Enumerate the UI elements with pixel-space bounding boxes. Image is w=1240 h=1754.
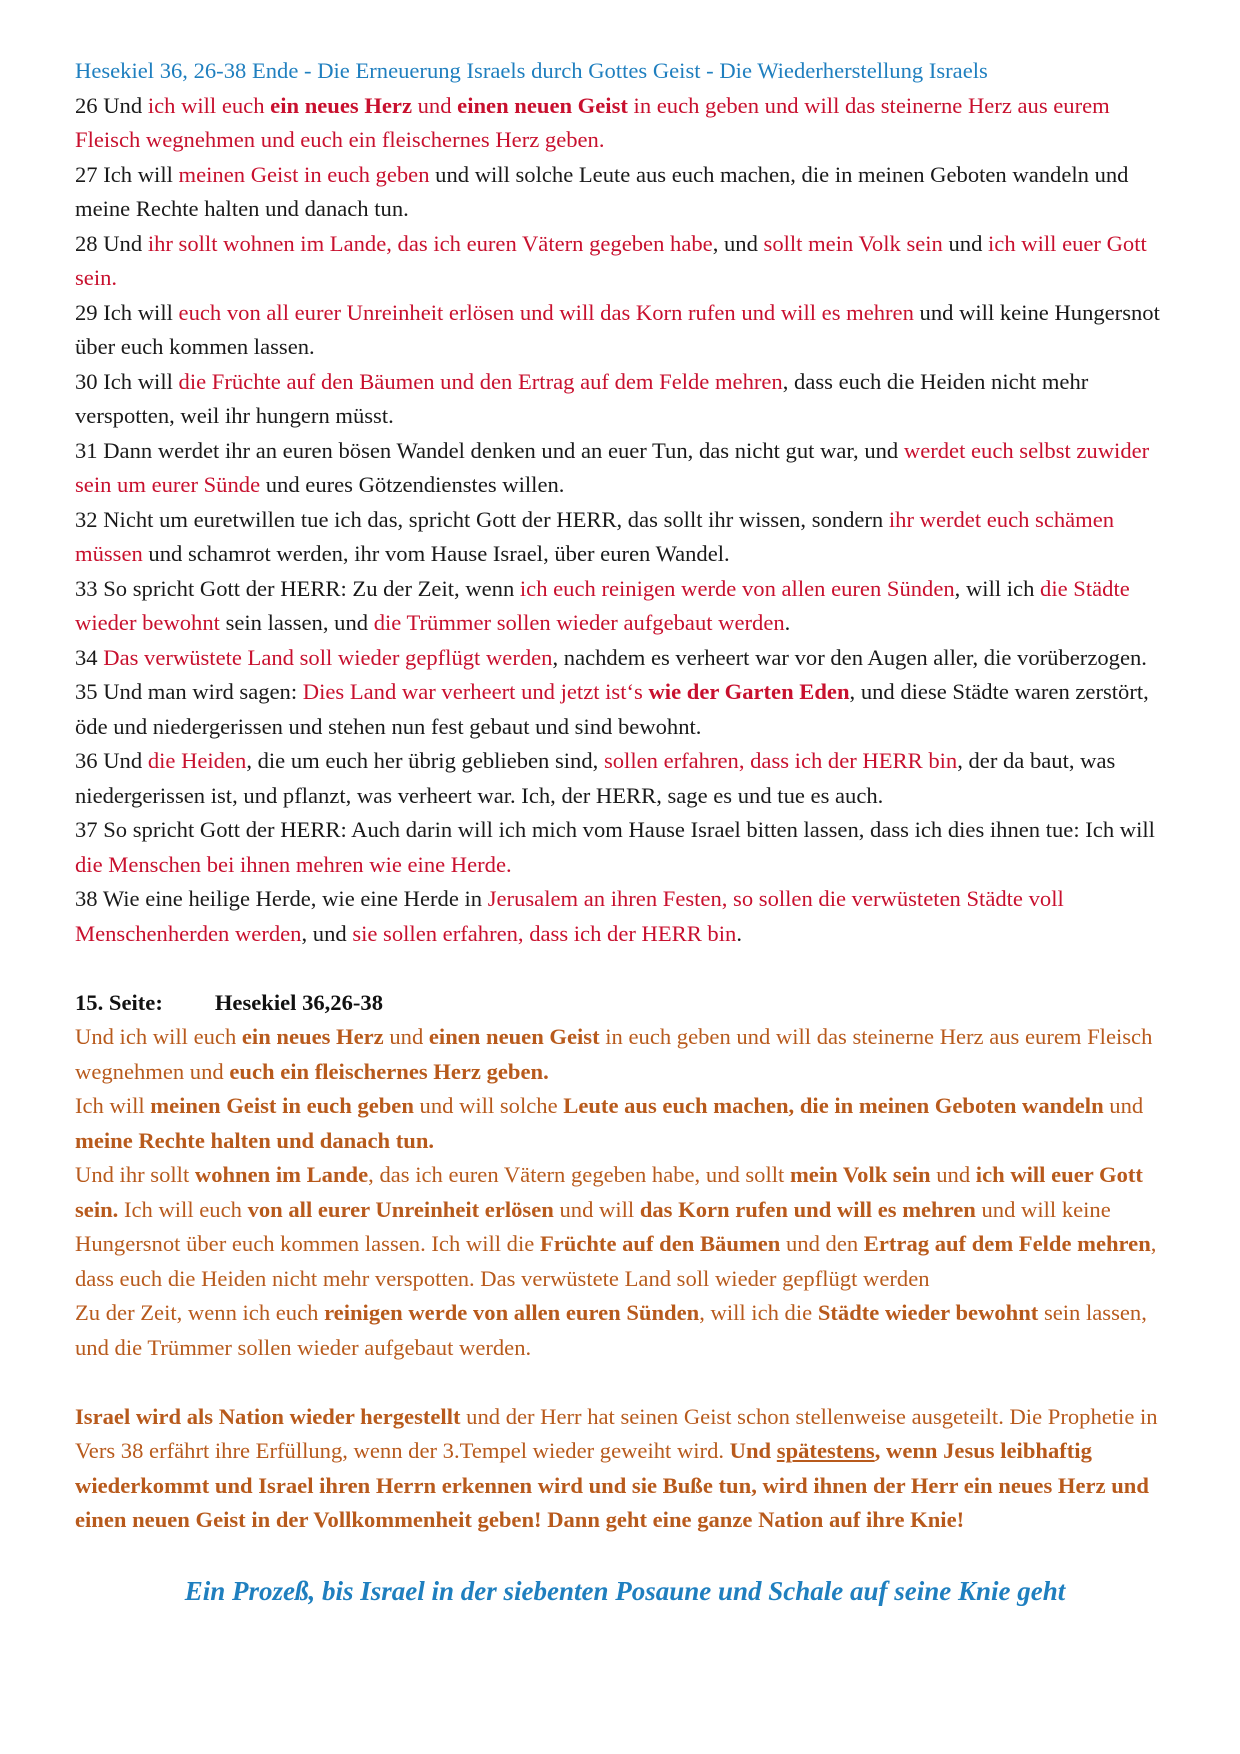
text-segment: 31 Dann werdet ihr an euren bösen Wandel denken und an euer Tun, das nicht gut war, und (75, 437, 904, 463)
text-segment: Dies Land war verheert und jetzt ist‘s (302, 679, 649, 704)
verse-list (75, 89, 1175, 952)
text-segment: Zu der Zeit, wenn ich euch (75, 1300, 325, 1325)
text-segment: , wenn Jesus leibhaftig wiederkommt und Israel ihren Herrn erkennen wird und sie Buße tun, wird ihnen der Herr ein neues Herz und einen neuen Geist in der Vollkommenheit geben! Dann geht eine ganze Nation auf ihre Knie! (75, 1438, 1149, 1532)
text-segment: das Korn rufen und will es mehren (639, 1196, 976, 1222)
text-segment: Ich will euch (118, 1196, 248, 1222)
text-segment: ein neues Herz (270, 92, 412, 118)
text-segment: meinen Geist in euch geben (150, 1093, 414, 1118)
text-segment: 27 Ich will (75, 161, 179, 187)
text-segment: meinen Geist in euch geben (178, 161, 430, 187)
text-segment: 34 (75, 644, 104, 670)
text-segment: und schamrot werden, ihr vom Hause Israel, über euren Wandel. (142, 541, 730, 566)
text-segment: 29 Ich will (75, 299, 179, 325)
verse-paragraph (75, 572, 1175, 641)
text-segment: Früchte auf den Bäumen (539, 1231, 781, 1256)
verse-paragraph (75, 675, 1175, 744)
text-segment: , will ich die (699, 1300, 818, 1325)
text-segment: und will solche Leute aus euch machen, die in meinen Geboten wandeln und meine Rechte halten und danach tun. (75, 161, 1129, 221)
text-segment: 28 Und (75, 230, 148, 256)
text-segment: 37 So spricht Gott der HERR: Auch darin will ich mich vom Hause Israel bitten lassen, dass ich dies ihnen tue: Ich will (75, 817, 1155, 842)
text-segment: euch von all eurer Unreinheit erlösen und will das Korn rufen und will es mehren (178, 299, 914, 325)
text-segment: 33 So spricht Gott der HERR: Zu der Zeit, wenn (75, 575, 520, 601)
text-segment: werdet euch selbst zuwider sein um eurer Sünde (75, 437, 1150, 497)
text-segment: ihr werdet euch schämen müssen (75, 506, 1115, 566)
verse-paragraph (75, 365, 1175, 434)
text-segment: sollen erfahren, dass ich der HERR bin (603, 748, 958, 773)
text-segment: in euch geben und will das steinerne Herz aus eurem Fleisch wegnehmen und euch ein fleischernes Herz geben. (75, 92, 1110, 152)
text-segment: , und diese Städte waren zerstört, öde und niedergerissen und stehen nun fest gebaut und sind bewohnt. (75, 679, 1149, 739)
text-segment: , der da baut, was niedergerissen ist, und pflanzt, was verheert war. Ich, der HERR, sage es und tue es auch. (75, 748, 1116, 808)
text-segment: die Früchte auf den Bäumen und den Ertrag auf dem Felde mehren (178, 368, 783, 394)
text-segment: und den (780, 1231, 864, 1256)
text-segment: sein lassen, und (219, 610, 374, 635)
text-segment: Leute aus euch machen, die in meinen Geboten wandeln (563, 1093, 1104, 1118)
text-segment: die Menschen bei ihnen mehren wie eine Herde. (75, 851, 512, 877)
verse-paragraph (75, 434, 1175, 503)
text-segment: , dass euch die Heiden nicht mehr verspotten, weil ihr hungern müsst. (75, 368, 1089, 428)
text-segment: in euch geben und will das steinerne Herz aus eurem Fleisch wegnehmen und (75, 1024, 1153, 1084)
verse-paragraph (75, 503, 1175, 572)
summary-list (75, 1020, 1175, 1365)
text-segment: euch ein fleischernes Herz geben. (229, 1058, 549, 1084)
text-segment: , will ich (954, 575, 1041, 601)
summary-paragraph (75, 1296, 1175, 1365)
section-reference: Hesekiel 36,26-38 (214, 989, 384, 1015)
section-label: 15. Seite: (75, 989, 163, 1015)
verse-paragraph (75, 882, 1175, 951)
text-segment: meine Rechte halten und danach tun. (75, 1127, 435, 1153)
text-segment: wohnen im Lande (194, 1162, 369, 1187)
verse-paragraph (75, 89, 1175, 158)
text-segment: die Städte wieder bewohnt (75, 575, 1130, 635)
verse-paragraph (75, 641, 1175, 676)
text-segment: die Trümmer sollen wieder aufgebaut werden (373, 610, 785, 635)
text-segment: Städte wieder bewohnt (817, 1300, 1039, 1325)
text-segment: 38 Wie eine heilige Herde, wie eine Herde in (75, 886, 488, 911)
text-segment: Und ihr sollt (75, 1162, 195, 1187)
text-segment: sein lassen, und die Trümmer sollen wieder aufgebaut werden. (75, 1300, 1147, 1360)
text-segment: sie sollen erfahren, dass ich der HERR bin (352, 920, 737, 946)
text-segment: und (942, 230, 989, 256)
text-segment: sollt mein Volk sein (763, 230, 943, 256)
text-segment: ihr sollt wohnen im Lande, das ich euren Vätern gegeben habe (147, 230, 713, 256)
text-segment: mein Volk sein (789, 1162, 931, 1187)
conclusion (75, 1400, 1175, 1538)
verse-paragraph (75, 813, 1175, 882)
section-heading (75, 986, 1175, 1021)
summary-paragraph (75, 1158, 1175, 1296)
text-segment: ich will euer Gott sein. (75, 230, 1147, 290)
text-segment: Ertrag auf dem Felde mehren (863, 1231, 1151, 1256)
text-segment: ich will euer Gott sein. (75, 1162, 1143, 1222)
text-segment: die Heiden (147, 748, 247, 773)
text-segment: Und (729, 1438, 777, 1463)
text-segment: Ich will (75, 1093, 151, 1118)
text-segment: einen neuen Geist (428, 1024, 600, 1049)
conclusion-paragraph (75, 1400, 1175, 1538)
text-segment: reinigen werde von allen euren Sünden (324, 1300, 700, 1325)
spacer (75, 951, 1175, 986)
summary-paragraph (75, 1089, 1175, 1158)
text-segment: , und (301, 920, 353, 946)
text-segment: wie der Garten Eden (648, 679, 850, 704)
text-segment: 35 Und man wird sagen: (75, 679, 303, 704)
text-segment: , dass euch die Heiden nicht mehr verspotten. Das verwüstete Land soll wieder gepflügt werden (75, 1231, 1157, 1291)
text-segment: und eures Götzendienstes willen. (260, 472, 565, 497)
text-segment: , und (712, 230, 764, 256)
text-segment: und (1103, 1093, 1144, 1118)
text-segment: einen neuen Geist (457, 92, 628, 118)
text-segment: und will keine Hungersnot über euch kommen lassen. (75, 299, 1160, 359)
text-segment: und will keine Hungersnot über euch kommen lassen. Ich will die (75, 1196, 1111, 1256)
closing-statement: Ein Prozeß, bis Israel in der siebenten Posaune und Schale auf seine Knie geht (184, 1575, 1066, 1606)
text-segment: und will solche (413, 1093, 564, 1118)
text-segment: und (930, 1162, 976, 1187)
text-segment: und der Herr hat seinen Geist schon stellenweise ausgeteilt. Die Prophetie in Vers 38 erfährt ihre Erfüllung, wenn der 3.Tempel wieder geweiht wird. (75, 1403, 1158, 1463)
text-segment: Und ich will euch (75, 1024, 242, 1049)
text-segment: und will (553, 1196, 640, 1222)
text-segment: Das verwüstete Land soll wieder gepflügt werden (103, 644, 553, 670)
text-segment: spätestens (776, 1438, 875, 1463)
document-page (75, 54, 1175, 1608)
spacer (75, 1365, 1175, 1400)
summary-paragraph (75, 1020, 1175, 1089)
text-segment: . (784, 610, 791, 635)
text-segment: und (411, 92, 458, 118)
text-segment: 32 Nicht um euretwillen tue ich das, spricht Gott der HERR, das sollt ihr wissen, sondern (75, 506, 889, 532)
text-segment: 26 Und (75, 92, 148, 118)
text-segment: ich euch reinigen werde von allen euren Sünden (519, 575, 955, 601)
text-segment: 30 Ich will (75, 368, 179, 394)
text-segment: ein neues Herz (241, 1024, 384, 1049)
verse-paragraph (75, 296, 1175, 365)
document-title: Hesekiel 36, 26-38 Ende - Die Erneuerung Israels durch Gottes Geist - Die Wiederherstellung Israels (75, 58, 988, 83)
verse-paragraph (75, 227, 1175, 296)
verse-paragraph (75, 744, 1175, 813)
text-segment: . (736, 920, 742, 946)
text-segment: von all eurer Unreinheit erlösen (247, 1196, 554, 1222)
verse-paragraph (75, 158, 1175, 227)
text-segment: Jerusalem an ihren Festen, so sollen die verwüsteten Städte voll Menschenherden werden (75, 886, 1064, 946)
text-segment: ich will euch (147, 92, 271, 118)
text-segment: und (383, 1024, 429, 1049)
text-segment: 36 Und (75, 748, 148, 773)
text-segment: , das ich euren Vätern gegeben habe, und sollt (368, 1162, 790, 1187)
text-segment: Israel wird als Nation wieder hergestellt (75, 1403, 461, 1429)
text-segment: , die um euch her übrig geblieben sind, (246, 748, 604, 773)
text-segment: , nachdem es verheert war vor den Augen aller, die vorüberzogen. (552, 644, 1147, 670)
